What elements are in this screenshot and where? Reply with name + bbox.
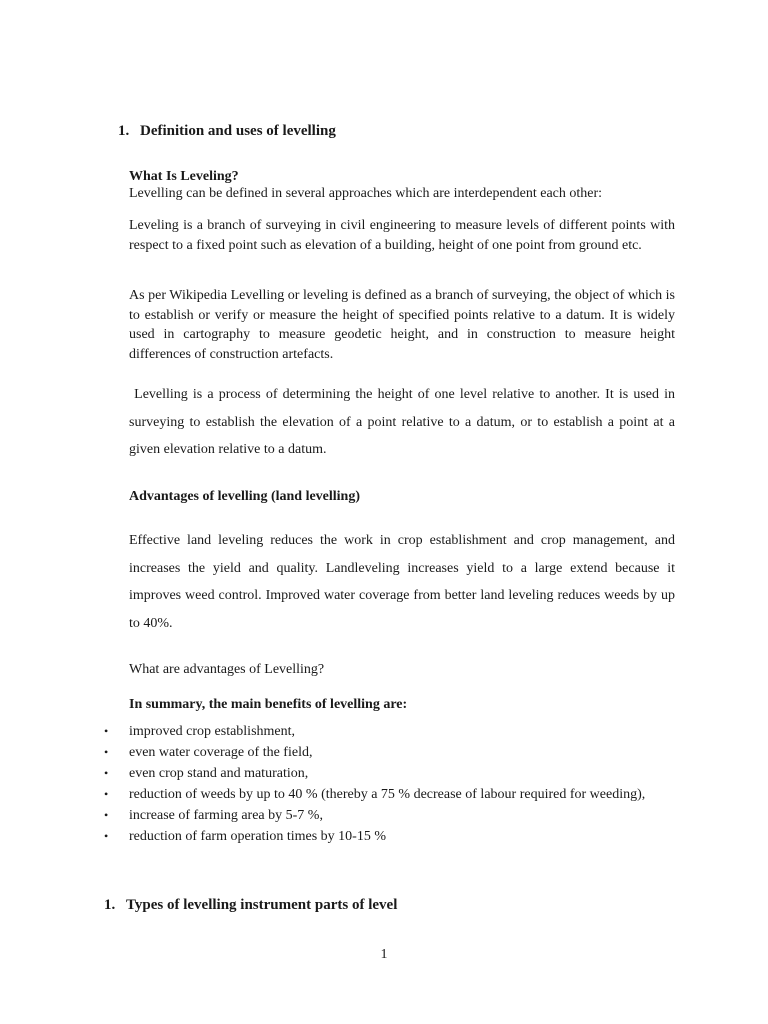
page-number: 1 [380, 947, 388, 962]
section-title: Definition and uses of levelling [140, 123, 336, 139]
advantages-body: Effective land leveling reduces the work in crop establishment and crop management, and increases the yield and quality. Landleveling increases yield to a large extend because it improves weed control. Improved water coverage from better land leveling reduces weeds by up to 40%. [129, 533, 675, 631]
section-heading-types [104, 896, 397, 914]
list-item: • improved crop establishment, [104, 724, 296, 739]
advantages-title: Advantages of levelling (land levelling) [129, 489, 360, 504]
bullet-icon: • [104, 829, 109, 843]
bullet-icon: • [104, 787, 109, 801]
section-number: 1. [104, 897, 116, 913]
list-item: • reduction of weeds by up to 40 % (thereby a 75 % decrease of labour required for weeding), [104, 787, 646, 802]
what-is-leveling-intro: Levelling can be defined in several approaches which are interdependent each other: [129, 186, 603, 201]
advantages-question: What are advantages of Levelling? [129, 662, 325, 677]
section-heading-definition [118, 122, 336, 140]
list-item: • even water coverage of the field, [104, 745, 313, 760]
benefits-summary-title: In summary, the main benefits of levelling are: [129, 697, 408, 712]
list-item: • even crop stand and maturation, [104, 766, 309, 781]
what-is-leveling-title: What Is Leveling? [129, 169, 239, 184]
list-item: • increase of farming area by 5-7 %, [104, 808, 323, 823]
list-item: • reduction of farm operation times by 10-15 % [104, 829, 386, 844]
bullet-icon: • [104, 745, 109, 759]
paragraph-wikipedia-definition: As per Wikipedia Levelling or leveling is defined as a branch of surveying, the object of which is to establish or verify or measure the height of specified points relative to a datum. It is widely used in cartography to measure geodetic height, and in construction to measure height differences of construction artefacts. [129, 288, 675, 362]
bullet-icon: • [104, 766, 109, 780]
benefits-list [104, 723, 675, 849]
paragraph-leveling-branch: Leveling is a branch of surveying in civil engineering to measure levels of different points with respect to a fixed point such as elevation of a building, height of one point from ground etc. [129, 218, 675, 253]
paragraph-levelling-process: Levelling is a process of determining the height of one level relative to another. It is used in surveying to establish the elevation of a point relative to a datum, or to establish a point at a given elevation relative to a datum. [129, 387, 679, 457]
section-title: Types of levelling instrument parts of level [126, 897, 398, 913]
bullet-icon: • [104, 808, 109, 822]
section-number: 1. [118, 123, 130, 139]
bullet-icon: • [104, 724, 109, 738]
